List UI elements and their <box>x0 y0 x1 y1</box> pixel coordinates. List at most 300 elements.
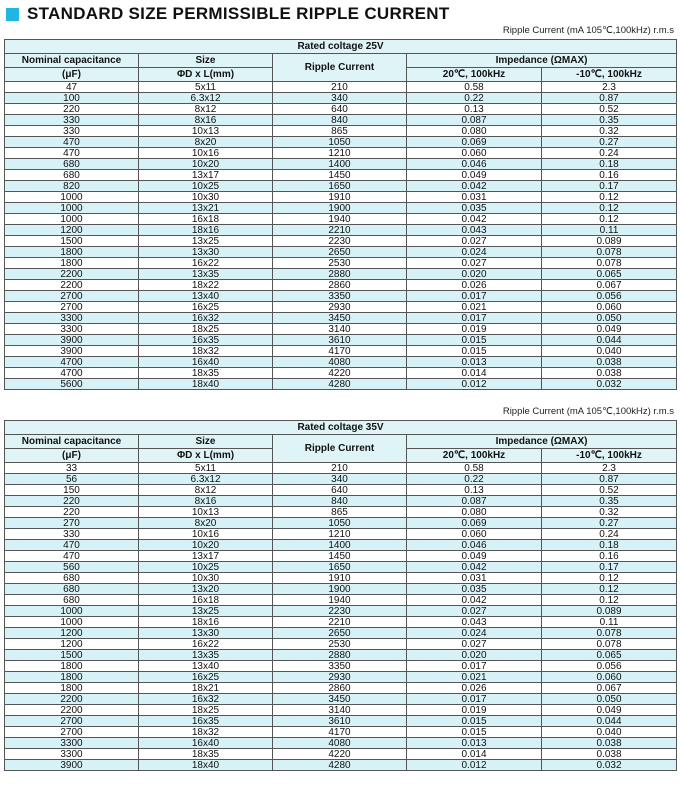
cell-size: 16x18 <box>139 214 273 225</box>
table-row <box>5 716 677 727</box>
cell-capacitance: 1800 <box>5 258 139 269</box>
cell-size: 18x21 <box>139 683 273 694</box>
cell-ripple: 4170 <box>273 346 407 357</box>
cell-impedance-minus10c: 0.050 <box>542 694 677 705</box>
cell-impedance-20c: 0.012 <box>407 760 542 771</box>
table-row <box>5 104 677 115</box>
cell-capacitance: 220 <box>5 507 139 518</box>
cell-capacitance: 56 <box>5 474 139 485</box>
table-row <box>5 280 677 291</box>
cell-impedance-20c: 0.060 <box>407 148 542 159</box>
cell-ripple: 865 <box>273 507 407 518</box>
cell-impedance-20c: 0.080 <box>407 507 542 518</box>
header-imp-minus10c: -10℃, 100kHz <box>542 449 677 463</box>
cell-impedance-minus10c: 0.044 <box>542 716 677 727</box>
table-row <box>5 291 677 302</box>
header-capacitance-unit: (μF) <box>5 449 139 463</box>
cell-impedance-minus10c: 0.038 <box>542 368 677 379</box>
cell-impedance-minus10c: 0.065 <box>542 650 677 661</box>
cell-impedance-20c: 0.049 <box>407 170 542 181</box>
page-title: STANDARD SIZE PERMISSIBLE RIPPLE CURRENT <box>27 4 450 23</box>
table-row <box>5 562 677 573</box>
cell-ripple: 840 <box>273 496 407 507</box>
cell-capacitance: 3900 <box>5 760 139 771</box>
cell-impedance-minus10c: 0.87 <box>542 474 677 485</box>
cell-size: 8x20 <box>139 137 273 148</box>
table-row <box>5 214 677 225</box>
cell-impedance-20c: 0.013 <box>407 738 542 749</box>
cell-impedance-20c: 0.015 <box>407 716 542 727</box>
cell-ripple: 3350 <box>273 291 407 302</box>
cell-impedance-minus10c: 0.056 <box>542 661 677 672</box>
table-row <box>5 463 677 474</box>
cell-impedance-minus10c: 0.089 <box>542 606 677 617</box>
cell-capacitance: 470 <box>5 551 139 562</box>
cell-ripple: 1650 <box>273 181 407 192</box>
cell-ripple: 3610 <box>273 335 407 346</box>
cell-impedance-20c: 0.027 <box>407 639 542 650</box>
cell-ripple: 640 <box>273 485 407 496</box>
cell-capacitance: 2200 <box>5 694 139 705</box>
cell-size: 10x25 <box>139 562 273 573</box>
cell-impedance-20c: 0.060 <box>407 529 542 540</box>
cell-impedance-minus10c: 0.12 <box>542 192 677 203</box>
header-capacitance-unit: (μF) <box>5 68 139 82</box>
cell-impedance-minus10c: 0.27 <box>542 137 677 148</box>
cell-capacitance: 1500 <box>5 236 139 247</box>
cell-impedance-minus10c: 0.35 <box>542 115 677 126</box>
cell-size: 18x32 <box>139 346 273 357</box>
cell-capacitance: 47 <box>5 82 139 93</box>
cell-capacitance: 470 <box>5 137 139 148</box>
cell-size: 16x25 <box>139 302 273 313</box>
cell-capacitance: 1000 <box>5 192 139 203</box>
cell-size: 13x25 <box>139 236 273 247</box>
cell-capacitance: 4700 <box>5 357 139 368</box>
cell-impedance-20c: 0.13 <box>407 485 542 496</box>
cell-impedance-minus10c: 0.078 <box>542 628 677 639</box>
cell-impedance-20c: 0.021 <box>407 302 542 313</box>
cell-ripple: 2860 <box>273 683 407 694</box>
cell-capacitance: 330 <box>5 115 139 126</box>
cell-impedance-20c: 0.042 <box>407 181 542 192</box>
cell-size: 10x16 <box>139 529 273 540</box>
table-row <box>5 672 677 683</box>
cell-ripple: 840 <box>273 115 407 126</box>
cell-impedance-minus10c: 2.3 <box>542 463 677 474</box>
table-row <box>5 650 677 661</box>
cell-ripple: 3140 <box>273 324 407 335</box>
cell-capacitance: 1000 <box>5 606 139 617</box>
table-row <box>5 126 677 137</box>
table-row <box>5 258 677 269</box>
cell-ripple: 3610 <box>273 716 407 727</box>
cell-size: 16x18 <box>139 595 273 606</box>
cell-impedance-20c: 0.024 <box>407 628 542 639</box>
cell-ripple: 340 <box>273 93 407 104</box>
cell-ripple: 210 <box>273 82 407 93</box>
cell-impedance-minus10c: 0.52 <box>542 104 677 115</box>
cell-capacitance: 1000 <box>5 617 139 628</box>
cell-size: 16x35 <box>139 716 273 727</box>
cell-impedance-20c: 0.017 <box>407 313 542 324</box>
cell-ripple: 340 <box>273 474 407 485</box>
cell-impedance-20c: 0.027 <box>407 236 542 247</box>
cell-ripple: 2230 <box>273 606 407 617</box>
cell-impedance-minus10c: 0.078 <box>542 247 677 258</box>
cell-ripple: 1650 <box>273 562 407 573</box>
cell-impedance-minus10c: 0.12 <box>542 584 677 595</box>
table-row <box>5 137 677 148</box>
table-row <box>5 474 677 485</box>
table-row <box>5 115 677 126</box>
cell-impedance-minus10c: 0.24 <box>542 148 677 159</box>
cell-capacitance: 680 <box>5 573 139 584</box>
cell-impedance-minus10c: 0.049 <box>542 705 677 716</box>
cell-size: 13x20 <box>139 584 273 595</box>
cell-impedance-20c: 0.026 <box>407 683 542 694</box>
cell-impedance-minus10c: 0.17 <box>542 181 677 192</box>
header-size-unit: ΦD x L(mm) <box>139 68 273 82</box>
cell-capacitance: 150 <box>5 485 139 496</box>
cell-capacitance: 680 <box>5 170 139 181</box>
cell-impedance-minus10c: 0.089 <box>542 236 677 247</box>
cell-size: 18x25 <box>139 705 273 716</box>
cell-ripple: 2530 <box>273 639 407 650</box>
cell-ripple: 4280 <box>273 379 407 390</box>
cell-size: 10x20 <box>139 540 273 551</box>
cell-impedance-minus10c: 0.067 <box>542 683 677 694</box>
cell-impedance-20c: 0.087 <box>407 115 542 126</box>
cell-ripple: 210 <box>273 463 407 474</box>
cell-size: 16x22 <box>139 258 273 269</box>
cell-impedance-minus10c: 0.16 <box>542 551 677 562</box>
table-row <box>5 518 677 529</box>
cell-capacitance: 1500 <box>5 650 139 661</box>
cell-impedance-minus10c: 0.24 <box>542 529 677 540</box>
cell-impedance-20c: 0.087 <box>407 496 542 507</box>
cell-size: 18x40 <box>139 760 273 771</box>
table-row <box>5 595 677 606</box>
cell-size: 8x12 <box>139 104 273 115</box>
cell-impedance-minus10c: 0.18 <box>542 159 677 170</box>
cell-size: 13x17 <box>139 551 273 562</box>
cell-size: 18x22 <box>139 280 273 291</box>
cell-impedance-20c: 0.035 <box>407 584 542 595</box>
cell-impedance-minus10c: 0.056 <box>542 291 677 302</box>
cell-size: 8x20 <box>139 518 273 529</box>
cell-ripple: 4220 <box>273 749 407 760</box>
page-heading <box>6 3 450 25</box>
cell-impedance-minus10c: 0.044 <box>542 335 677 346</box>
cell-impedance-minus10c: 0.17 <box>542 562 677 573</box>
cell-impedance-20c: 0.043 <box>407 225 542 236</box>
cell-capacitance: 330 <box>5 126 139 137</box>
cell-size: 10x25 <box>139 181 273 192</box>
table-row <box>5 628 677 639</box>
cell-impedance-20c: 0.046 <box>407 159 542 170</box>
cell-impedance-20c: 0.024 <box>407 247 542 258</box>
cell-capacitance: 33 <box>5 463 139 474</box>
cell-capacitance: 3300 <box>5 324 139 335</box>
cell-impedance-20c: 0.22 <box>407 474 542 485</box>
cell-size: 13x35 <box>139 269 273 280</box>
table-row <box>5 335 677 346</box>
cell-impedance-minus10c: 2.3 <box>542 82 677 93</box>
cell-capacitance: 4700 <box>5 368 139 379</box>
cell-impedance-20c: 0.035 <box>407 203 542 214</box>
table-row <box>5 738 677 749</box>
header-impedance: Impedance (ΩMAX) <box>407 435 677 449</box>
cell-impedance-minus10c: 0.049 <box>542 324 677 335</box>
cell-ripple: 3140 <box>273 705 407 716</box>
header-capacitance: Nominal capacitance <box>5 54 139 68</box>
cell-size: 16x22 <box>139 639 273 650</box>
cell-impedance-minus10c: 0.32 <box>542 507 677 518</box>
ripple-note-25v: Ripple Current (mA 105℃,100kHz) r.m.s <box>502 25 674 36</box>
cell-size: 16x32 <box>139 313 273 324</box>
table-row <box>5 496 677 507</box>
cell-size: 18x25 <box>139 324 273 335</box>
header-imp-20c: 20℃, 100kHz <box>407 449 542 463</box>
cell-ripple: 4280 <box>273 760 407 771</box>
table-row <box>5 324 677 335</box>
cell-capacitance: 1200 <box>5 225 139 236</box>
spec-table-35v <box>4 420 677 771</box>
cell-impedance-20c: 0.019 <box>407 324 542 335</box>
cell-size: 13x30 <box>139 247 273 258</box>
table-row <box>5 551 677 562</box>
cell-impedance-minus10c: 0.038 <box>542 749 677 760</box>
header-ripple: Ripple Current <box>273 54 407 82</box>
cell-size: 16x25 <box>139 672 273 683</box>
cell-size: 18x40 <box>139 379 273 390</box>
cell-impedance-minus10c: 0.065 <box>542 269 677 280</box>
cell-impedance-20c: 0.014 <box>407 368 542 379</box>
cell-ripple: 2210 <box>273 225 407 236</box>
table-row <box>5 225 677 236</box>
voltage-label: Rated coltage 25V <box>5 40 677 54</box>
cell-impedance-minus10c: 0.11 <box>542 617 677 628</box>
cell-impedance-20c: 0.046 <box>407 540 542 551</box>
cell-capacitance: 3900 <box>5 346 139 357</box>
cell-ripple: 2230 <box>273 236 407 247</box>
cell-capacitance: 100 <box>5 93 139 104</box>
cell-ripple: 1940 <box>273 595 407 606</box>
table-row <box>5 749 677 760</box>
cell-size: 5x11 <box>139 82 273 93</box>
table-row <box>5 148 677 159</box>
table-row <box>5 727 677 738</box>
table-row <box>5 236 677 247</box>
cell-impedance-20c: 0.069 <box>407 137 542 148</box>
cell-capacitance: 680 <box>5 159 139 170</box>
cell-capacitance: 1000 <box>5 214 139 225</box>
cell-impedance-20c: 0.015 <box>407 346 542 357</box>
header-size: Size <box>139 435 273 449</box>
cell-capacitance: 470 <box>5 540 139 551</box>
cell-size: 18x35 <box>139 749 273 760</box>
cell-impedance-minus10c: 0.078 <box>542 639 677 650</box>
cell-capacitance: 3300 <box>5 738 139 749</box>
cell-impedance-minus10c: 0.050 <box>542 313 677 324</box>
table-row <box>5 181 677 192</box>
cell-capacitance: 2200 <box>5 269 139 280</box>
cell-impedance-minus10c: 0.038 <box>542 738 677 749</box>
header-ripple: Ripple Current <box>273 435 407 463</box>
cell-size: 6.3x12 <box>139 474 273 485</box>
cell-size: 13x21 <box>139 203 273 214</box>
table-row <box>5 368 677 379</box>
cell-impedance-20c: 0.069 <box>407 518 542 529</box>
cell-size: 18x32 <box>139 727 273 738</box>
cell-impedance-minus10c: 0.060 <box>542 672 677 683</box>
cell-capacitance: 1200 <box>5 628 139 639</box>
cell-size: 18x35 <box>139 368 273 379</box>
table-row <box>5 313 677 324</box>
cell-impedance-minus10c: 0.87 <box>542 93 677 104</box>
cell-impedance-20c: 0.042 <box>407 562 542 573</box>
cell-size: 8x12 <box>139 485 273 496</box>
header-size: Size <box>139 54 273 68</box>
cell-capacitance: 3900 <box>5 335 139 346</box>
cell-impedance-20c: 0.58 <box>407 463 542 474</box>
table-row <box>5 170 677 181</box>
table-row <box>5 82 677 93</box>
cell-ripple: 3450 <box>273 313 407 324</box>
cell-ripple: 3450 <box>273 694 407 705</box>
cell-ripple: 1400 <box>273 540 407 551</box>
cell-impedance-minus10c: 0.35 <box>542 496 677 507</box>
cell-capacitance: 560 <box>5 562 139 573</box>
cell-size: 16x35 <box>139 335 273 346</box>
cell-impedance-20c: 0.042 <box>407 595 542 606</box>
cell-impedance-20c: 0.13 <box>407 104 542 115</box>
spec-table-25v <box>4 39 677 390</box>
cell-impedance-20c: 0.014 <box>407 749 542 760</box>
cell-capacitance: 220 <box>5 104 139 115</box>
cell-size: 10x16 <box>139 148 273 159</box>
cell-ripple: 4080 <box>273 357 407 368</box>
cell-size: 5x11 <box>139 463 273 474</box>
cell-capacitance: 1800 <box>5 683 139 694</box>
cell-impedance-20c: 0.012 <box>407 379 542 390</box>
cell-capacitance: 330 <box>5 529 139 540</box>
cell-impedance-minus10c: 0.32 <box>542 126 677 137</box>
cell-capacitance: 2700 <box>5 727 139 738</box>
cell-impedance-minus10c: 0.18 <box>542 540 677 551</box>
cell-capacitance: 1800 <box>5 247 139 258</box>
cell-capacitance: 2200 <box>5 280 139 291</box>
table-row <box>5 379 677 390</box>
cell-impedance-minus10c: 0.52 <box>542 485 677 496</box>
cell-impedance-20c: 0.049 <box>407 551 542 562</box>
cell-ripple: 2650 <box>273 247 407 258</box>
cell-size: 10x13 <box>139 507 273 518</box>
cell-size: 6.3x12 <box>139 93 273 104</box>
cell-capacitance: 220 <box>5 496 139 507</box>
cell-ripple: 640 <box>273 104 407 115</box>
cell-ripple: 2530 <box>273 258 407 269</box>
cell-impedance-20c: 0.58 <box>407 82 542 93</box>
cell-impedance-20c: 0.027 <box>407 258 542 269</box>
cell-ripple: 2930 <box>273 302 407 313</box>
cell-capacitance: 680 <box>5 584 139 595</box>
cell-impedance-minus10c: 0.12 <box>542 203 677 214</box>
cell-ripple: 3350 <box>273 661 407 672</box>
cell-size: 10x13 <box>139 126 273 137</box>
cell-capacitance: 2700 <box>5 716 139 727</box>
cell-ripple: 2860 <box>273 280 407 291</box>
cell-impedance-20c: 0.027 <box>407 606 542 617</box>
table-row <box>5 247 677 258</box>
cell-impedance-minus10c: 0.060 <box>542 302 677 313</box>
cell-ripple: 1210 <box>273 148 407 159</box>
cell-size: 8x16 <box>139 496 273 507</box>
cell-ripple: 2650 <box>273 628 407 639</box>
header-capacitance: Nominal capacitance <box>5 435 139 449</box>
cell-ripple: 865 <box>273 126 407 137</box>
table-row <box>5 203 677 214</box>
table-row <box>5 683 677 694</box>
cell-impedance-minus10c: 0.27 <box>542 518 677 529</box>
cell-size: 10x30 <box>139 192 273 203</box>
voltage-label: Rated coltage 35V <box>5 421 677 435</box>
cell-impedance-20c: 0.015 <box>407 335 542 346</box>
cell-capacitance: 5600 <box>5 379 139 390</box>
cell-size: 10x20 <box>139 159 273 170</box>
table-row <box>5 93 677 104</box>
cell-capacitance: 1800 <box>5 672 139 683</box>
cell-size: 13x25 <box>139 606 273 617</box>
ripple-note-35v: Ripple Current (mA 105℃,100kHz) r.m.s <box>502 406 674 417</box>
table-row <box>5 606 677 617</box>
cell-impedance-20c: 0.080 <box>407 126 542 137</box>
table-row <box>5 357 677 368</box>
cell-size: 16x40 <box>139 357 273 368</box>
table-body-35v <box>5 463 677 771</box>
cell-impedance-minus10c: 0.040 <box>542 346 677 357</box>
cell-ripple: 1210 <box>273 529 407 540</box>
cell-size: 18x16 <box>139 225 273 236</box>
cell-impedance-minus10c: 0.078 <box>542 258 677 269</box>
cell-impedance-minus10c: 0.038 <box>542 357 677 368</box>
cell-ripple: 4170 <box>273 727 407 738</box>
cell-impedance-20c: 0.020 <box>407 269 542 280</box>
cell-impedance-20c: 0.015 <box>407 727 542 738</box>
cell-ripple: 1050 <box>273 137 407 148</box>
table-row <box>5 694 677 705</box>
cell-impedance-20c: 0.017 <box>407 291 542 302</box>
cell-ripple: 1910 <box>273 192 407 203</box>
cell-impedance-20c: 0.017 <box>407 694 542 705</box>
cell-impedance-20c: 0.019 <box>407 705 542 716</box>
table-row <box>5 661 677 672</box>
cell-ripple: 1050 <box>273 518 407 529</box>
cell-capacitance: 820 <box>5 181 139 192</box>
cell-ripple: 1910 <box>273 573 407 584</box>
cell-size: 13x30 <box>139 628 273 639</box>
cell-size: 10x30 <box>139 573 273 584</box>
cell-impedance-20c: 0.031 <box>407 192 542 203</box>
cell-ripple: 2880 <box>273 269 407 280</box>
table-row <box>5 584 677 595</box>
table-row <box>5 159 677 170</box>
cell-capacitance: 1200 <box>5 639 139 650</box>
cell-impedance-minus10c: 0.040 <box>542 727 677 738</box>
cell-ripple: 2930 <box>273 672 407 683</box>
table-row <box>5 639 677 650</box>
